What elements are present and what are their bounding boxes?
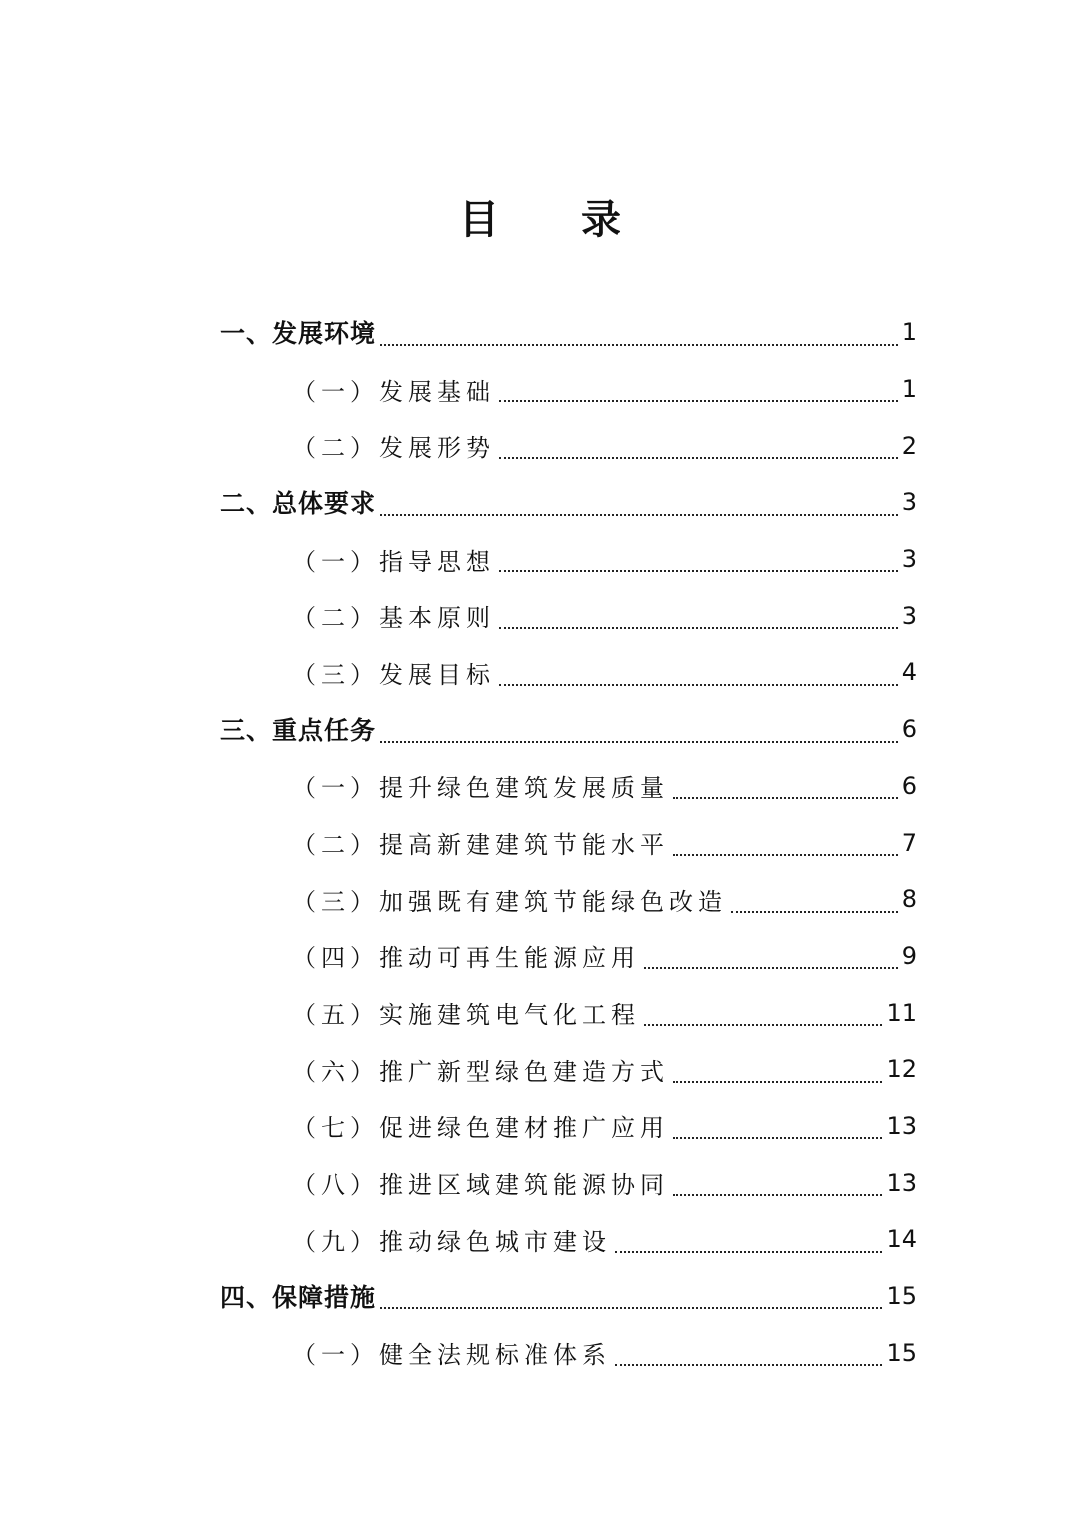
toc-section-entry[interactable] bbox=[220, 1098, 917, 1155]
toc-entry-title: 二、总体要求 bbox=[220, 489, 377, 519]
dot-leader bbox=[380, 512, 898, 516]
toc-entry-title: （一）指导思想 bbox=[292, 547, 495, 576]
toc-page-number: 14 bbox=[886, 1225, 917, 1254]
toc-entry-title: （二）发展形势 bbox=[292, 434, 495, 463]
toc-entry-title: （二）提高新建建筑节能水平 bbox=[292, 831, 669, 860]
toc-section-entry[interactable] bbox=[220, 1324, 917, 1381]
toc-section-entry[interactable] bbox=[220, 871, 917, 928]
dot-leader bbox=[644, 1022, 882, 1026]
toc-entry-title: （一）发展基础 bbox=[292, 377, 495, 406]
toc-page-number: 1 bbox=[901, 318, 917, 347]
toc-page-number: 2 bbox=[901, 431, 917, 460]
toc-section-entry[interactable] bbox=[220, 417, 917, 474]
toc-page-number: 3 bbox=[901, 601, 917, 630]
page-title: 目 录 bbox=[459, 196, 655, 243]
toc-entry-title: （六）推广新型绿色建造方式 bbox=[292, 1057, 669, 1086]
toc-entry-title: （三）发展目标 bbox=[292, 660, 495, 689]
toc-page-number: 6 bbox=[901, 771, 917, 800]
toc-page-number: 7 bbox=[901, 828, 917, 857]
toc-section-entry[interactable] bbox=[220, 361, 917, 418]
dot-leader bbox=[380, 1305, 882, 1309]
toc-entry-title: （四）推动可再生能源应用 bbox=[292, 944, 640, 973]
dot-leader bbox=[673, 1079, 882, 1083]
toc-section-entry[interactable] bbox=[220, 814, 917, 871]
toc-entry-title: （二）基本原则 bbox=[292, 604, 495, 633]
toc-entry-title: 一、发展环境 bbox=[220, 319, 377, 349]
dot-leader bbox=[673, 795, 898, 799]
toc-section-entry[interactable] bbox=[220, 928, 917, 985]
toc-section-entry[interactable] bbox=[220, 1154, 917, 1211]
toc-entry-title: （七）促进绿色建材推广应用 bbox=[292, 1114, 669, 1143]
dot-leader bbox=[731, 909, 898, 913]
toc-page-number: 13 bbox=[886, 1168, 917, 1197]
toc-entry-title: （一）健全法规标准体系 bbox=[292, 1341, 611, 1370]
toc-entry-title: 三、重点任务 bbox=[220, 716, 377, 746]
dot-leader bbox=[499, 682, 898, 686]
toc-section-entry[interactable] bbox=[220, 984, 917, 1041]
toc-section-entry[interactable] bbox=[220, 644, 917, 701]
toc-page-number: 1 bbox=[901, 375, 917, 404]
toc-chapter-entry[interactable] bbox=[220, 474, 917, 531]
dot-leader bbox=[644, 965, 898, 969]
toc-page-number: 12 bbox=[886, 1055, 917, 1084]
toc-chapter-entry[interactable] bbox=[220, 1268, 917, 1325]
toc-page-number: 13 bbox=[886, 1111, 917, 1140]
toc-page-number: 4 bbox=[901, 658, 917, 687]
toc-chapter-entry[interactable] bbox=[220, 304, 917, 361]
dot-leader bbox=[499, 625, 898, 629]
toc-section-entry[interactable] bbox=[220, 758, 917, 815]
dot-leader bbox=[673, 1192, 882, 1196]
dot-leader bbox=[673, 1135, 882, 1139]
toc-entry-title: （八）推进区域建筑能源协同 bbox=[292, 1171, 669, 1200]
dot-leader bbox=[499, 455, 898, 459]
toc-page-number: 9 bbox=[901, 941, 917, 970]
toc-entry-title: （九）推动绿色城市建设 bbox=[292, 1227, 611, 1256]
toc-section-entry[interactable] bbox=[220, 1041, 917, 1098]
dot-leader bbox=[615, 1249, 882, 1253]
toc-section-entry[interactable] bbox=[220, 587, 917, 644]
toc-entry-title: （三）加强既有建筑节能绿色改造 bbox=[292, 887, 727, 916]
toc-section-entry[interactable] bbox=[220, 531, 917, 588]
toc-section-entry[interactable] bbox=[220, 1211, 917, 1268]
toc-entry-title: （一）提升绿色建筑发展质量 bbox=[292, 774, 669, 803]
dot-leader bbox=[615, 1362, 882, 1366]
toc-chapter-entry[interactable] bbox=[220, 701, 917, 758]
dot-leader bbox=[499, 568, 898, 572]
table-of-contents bbox=[220, 304, 917, 1381]
dot-leader bbox=[380, 739, 898, 743]
dot-leader bbox=[673, 852, 898, 856]
toc-page-number: 3 bbox=[901, 488, 917, 517]
dot-leader bbox=[499, 398, 898, 402]
toc-page-number: 3 bbox=[901, 545, 917, 574]
toc-entry-title: （五）实施建筑电气化工程 bbox=[292, 1001, 640, 1030]
toc-entry-title: 四、保障措施 bbox=[220, 1283, 377, 1313]
toc-page-number: 11 bbox=[886, 998, 917, 1027]
toc-page-number: 15 bbox=[886, 1338, 917, 1367]
toc-page-number: 6 bbox=[901, 715, 917, 744]
toc-page-number: 8 bbox=[901, 885, 917, 914]
dot-leader bbox=[380, 342, 898, 346]
toc-page-number: 15 bbox=[886, 1282, 917, 1311]
